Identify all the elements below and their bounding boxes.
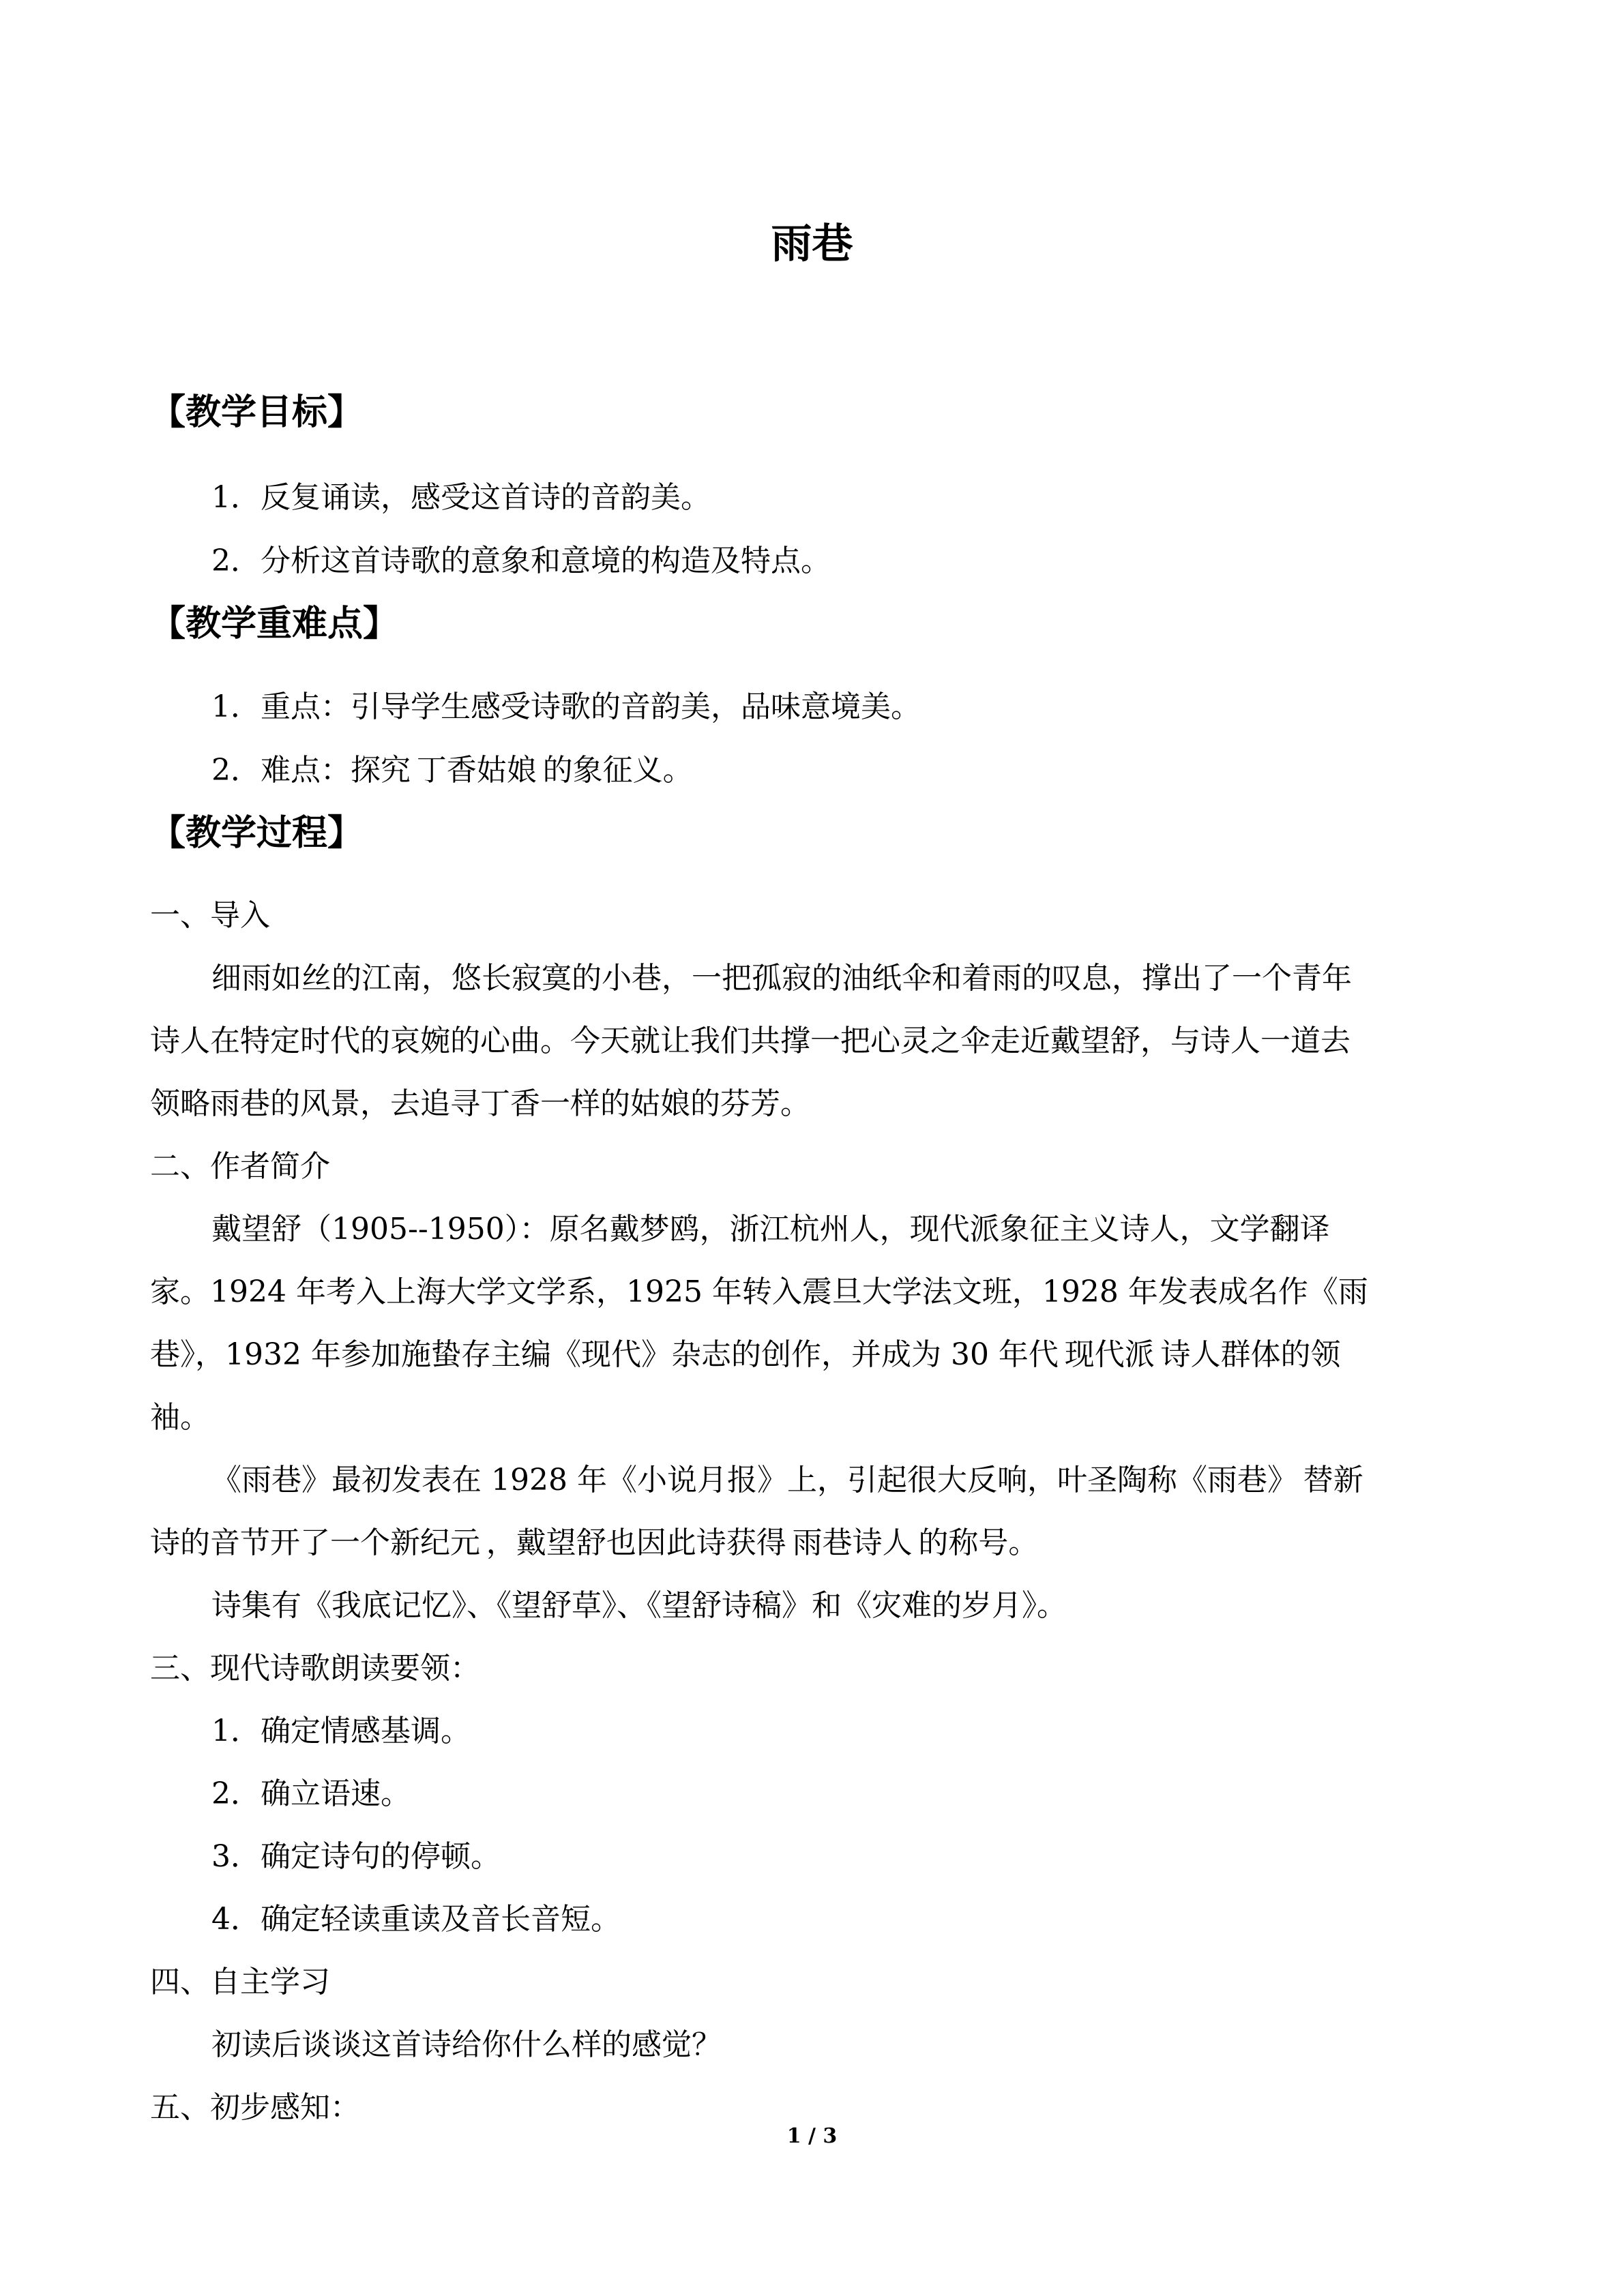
intro-line-3: 领略雨巷的风景，去追寻丁香一样的姑娘的芬芳。 <box>150 1086 810 1121</box>
process-heading: 【教学过程】 <box>150 813 364 854</box>
page-title: 雨巷 <box>771 220 853 268</box>
author-p1-line-4: 袖。 <box>150 1400 210 1435</box>
key-point-item-2: 2．难点：探究 丁香姑娘 的象征义。 <box>211 753 693 788</box>
author-p2-line-2: 诗的音节开了一个新纪元 ，戴望舒也因此诗获得 雨巷诗人 的称号。 <box>150 1525 1039 1560</box>
author-p1-line-1: 戴望舒（1905--1950）：原名戴梦鸥，浙江杭州人，现代派象征主义诗人，文学翻译 <box>211 1212 1330 1247</box>
goal-item-2: 2．分析这首诗歌的意象和意境的构造及特点。 <box>211 543 831 578</box>
reading-item-3: 3．确定诗句的停顿。 <box>211 1839 501 1874</box>
goals-heading: 【教学目标】 <box>150 392 364 433</box>
page-number: 1 / 3 <box>786 2124 838 2148</box>
author-p3: 诗集有《我底记忆》、《望舒草》、《望舒诗稿》和《灾难的岁月》。 <box>211 1588 1067 1623</box>
key-points-heading: 【教学重难点】 <box>150 603 399 644</box>
section-intro-title: 一、导入 <box>150 898 270 933</box>
self-study-text: 初读后谈谈这首诗给你什么样的感觉？ <box>211 2027 722 2062</box>
section-reading-title: 三、现代诗歌朗读要领： <box>150 1651 480 1686</box>
intro-line-1: 细雨如丝的江南，悠长寂寞的小巷，一把孤寂的油纸伞和着雨的叹息，撑出了一个青年 <box>211 961 1352 996</box>
reading-item-1: 1．确定情感基调。 <box>211 1714 471 1748</box>
section-perception-title: 五、初步感知： <box>150 2090 360 2125</box>
reading-item-4: 4．确定轻读重读及音长音短。 <box>211 1902 621 1937</box>
goal-item-1: 1．反复诵读，感受这首诗的音韵美。 <box>211 480 711 515</box>
author-p1-line-3: 巷》，1932 年参加施蛰存主编《现代》杂志的创作，并成为 30 年代 现代派 诗人群体的领 <box>150 1337 1341 1372</box>
key-point-item-1: 1．重点：引导学生感受诗歌的音韵美，品味意境美。 <box>211 689 921 724</box>
section-self-study-title: 四、自主学习 <box>150 1965 330 1999</box>
reading-item-2: 2．确立语速。 <box>211 1776 411 1811</box>
author-p2-line-1: 《雨巷》最初发表在 1928 年《小说月报》上，引起很大反响，叶圣陶称《雨巷》 替新 <box>211 1463 1363 1497</box>
section-author-title: 二、作者简介 <box>150 1149 330 1184</box>
intro-line-2: 诗人在特定时代的哀婉的心曲。今天就让我们共撑一把心灵之伞走近戴望舒，与诗人一道去 <box>150 1024 1350 1058</box>
author-p1-line-2: 家。1924 年考入上海大学文学系，1925 年转入震旦大学法文班，1928 年发表成名作《雨 <box>150 1274 1368 1309</box>
